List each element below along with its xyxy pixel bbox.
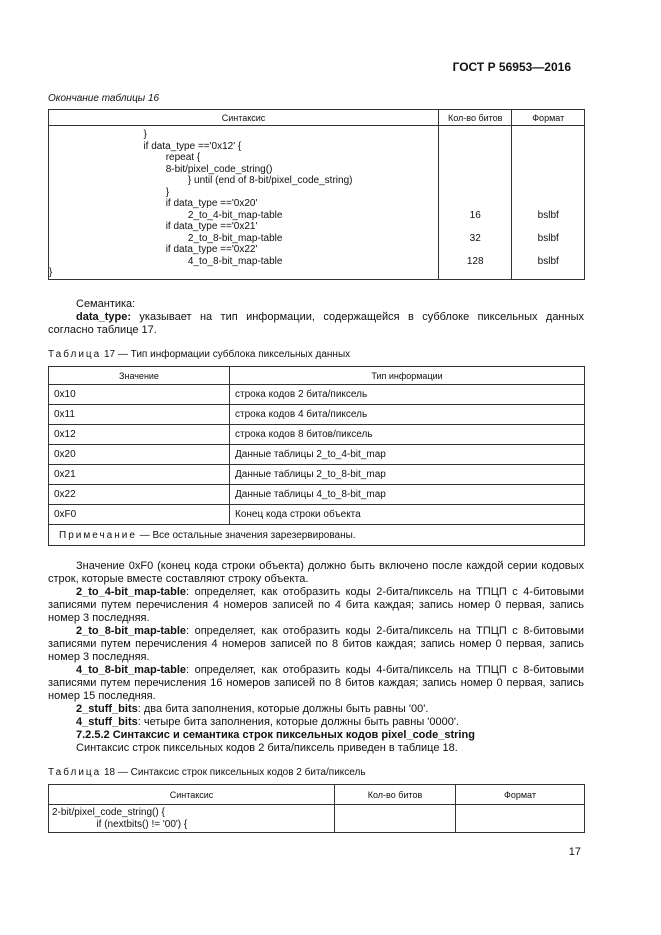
table16-syntax-line: 2_to_4-bit_map-table <box>49 209 283 221</box>
standard-number: ГОСТ Р 56953—2016 <box>452 60 571 74</box>
table17-type-cell: Конец кода строки объекта <box>230 505 585 525</box>
section-heading: 7.2.5.2 Синтаксис и семантика строк пиксельных кодов pixel_code_string <box>76 729 475 741</box>
table16-bits-value <box>439 267 511 279</box>
table16-format-value <box>512 221 584 233</box>
table17-type-cell: строка кодов 8 битов/пиксель <box>230 425 585 445</box>
table17-value-cell: 0xF0 <box>49 505 230 525</box>
term-2stuff: 2_stuff_bits <box>76 703 138 715</box>
table17-header-type: Тип информации <box>230 367 585 385</box>
table16-header-format: Формат <box>512 110 585 126</box>
table17-value-cell: 0x21 <box>49 465 230 485</box>
table17-value-cell: 0x12 <box>49 425 230 445</box>
table16-format-value: bslbf <box>537 232 559 244</box>
table16 <box>48 109 585 280</box>
text-2to8: : определяет, как отобразить коды 2-бита/пиксель на ТПЦП с 8-битовыми записями путем перечисления 4 номеров записей по 8 битов каждая; запись номер 0 первая, запись номер 3 последняя. <box>48 625 584 663</box>
term-4to8: 4_to_8-bit_map-table <box>76 664 187 676</box>
table17-row <box>49 405 585 425</box>
paragraph-4to8 <box>48 664 584 703</box>
table17-row <box>49 505 585 525</box>
table18-caption-label: Таблица <box>48 767 102 778</box>
semantics-data-type <box>48 311 584 337</box>
table17-type-cell: строка кодов 4 бита/пиксель <box>230 405 585 425</box>
text-4stuff: : четыре бита заполнения, которые должны быть равны '0000'. <box>137 716 460 728</box>
paragraph-f0: Значение 0xF0 (конец кода строки объекта) должно быть включено после каждой серии кодовых строк, которые вместе составляют строку объекта. <box>48 560 584 585</box>
table16-syntax-line: if data_type =='0x22' <box>49 244 258 255</box>
table16-format-value <box>512 152 584 164</box>
table17-value-cell: 0x11 <box>49 405 230 425</box>
table16-format-cell <box>512 126 585 280</box>
table16-syntax-line: 2_to_8-bit_map-table <box>49 232 283 244</box>
table16-bits-value <box>439 244 511 256</box>
term-4stuff: 4_stuff_bits <box>76 716 138 728</box>
table17-row <box>49 485 585 505</box>
table17 <box>48 366 585 546</box>
table17-row <box>49 425 585 445</box>
table18-header-syntax: Синтаксис <box>49 785 335 805</box>
table16-syntax-cell <box>49 126 439 280</box>
table17-caption-text: 17 — Тип информации субблока пиксельных данных <box>101 349 351 360</box>
data-type-text: указывает на тип информации, содержащейся в субблоке пиксельных данных согласно таблице 17. <box>48 311 584 336</box>
table18-line-1: 2-bit/pixel_code_string() { <box>52 807 165 818</box>
table17-value-cell: 0x22 <box>49 485 230 505</box>
table16-bits-value <box>439 164 511 176</box>
text-2stuff: : два бита заполнения, которые должны быть равны '00'. <box>137 703 429 715</box>
table18-caption <box>48 767 366 778</box>
table17-value-cell: 0x10 <box>49 385 230 405</box>
table16-format-value <box>512 175 584 187</box>
table17-caption <box>48 349 350 360</box>
table16-bits-value: 32 <box>469 232 481 244</box>
table17-note-text: — Все остальные значения зарезервированы. <box>136 529 356 541</box>
data-type-term: data_type: <box>76 311 132 323</box>
table16-bits-value <box>439 187 511 199</box>
table16-syntax-line: if data_type =='0x12' { <box>49 140 242 152</box>
table18-bits-cell <box>335 805 456 833</box>
table18-caption-text: 18 — Синтаксис строк пиксельных кодов 2 бита/пиксель <box>101 767 366 778</box>
table17-row <box>49 445 585 465</box>
paragraph-4stuff <box>48 716 584 729</box>
table17-type-cell: строка кодов 2 бита/пиксель <box>230 385 585 405</box>
term-2to4: 2_to_4-bit_map-table <box>76 586 187 598</box>
table16-caption: Окончание таблицы 16 <box>48 93 160 104</box>
table16-syntax-line: } until (end of 8-bit/pixel_code_string) <box>49 175 353 186</box>
table16-format-value <box>512 129 584 141</box>
table16-format-value <box>512 267 584 279</box>
table18-line-2: if (nextbits() != '00') { <box>52 818 188 830</box>
paragraph-table18-intro: Синтаксис строк пиксельных кодов 2 бита/пиксель приведен в таблице 18. <box>76 742 458 754</box>
table16-syntax-line: } <box>49 129 147 140</box>
table16-syntax-line: } <box>49 186 170 198</box>
table16-syntax-line: if data_type =='0x20' <box>49 198 258 209</box>
text-4to8: : определяет, как отобразить коды 4-бита/пиксель на ТПЦП с 8-битовыми записями путем перечисления 16 номеров записей по 8 битов каждая; запись номер 0 первая, запись номер 15 последняя. <box>48 664 584 702</box>
table16-bits-value <box>439 175 511 187</box>
table16-bits-value: 16 <box>469 209 481 221</box>
table18 <box>48 784 585 833</box>
table17-caption-label: Таблица <box>48 349 102 360</box>
table16-format-value <box>512 198 584 210</box>
paragraph-2to4 <box>48 586 584 625</box>
table18-format-cell <box>456 805 585 833</box>
table17-type-cell: Данные таблицы 4_to_8-bit_map <box>230 485 585 505</box>
table18-syntax-cell <box>49 805 335 833</box>
text-2to4: : определяет, как отобразить коды 2-бита/пиксель на ТПЦП с 4-битовыми записями путем перечисления 4 номеров записей по 4 бита каждая; запись номер 0 первая, запись номер 3 последняя. <box>48 586 584 624</box>
table17-type-cell: Данные таблицы 2_to_4-bit_map <box>230 445 585 465</box>
table16-format-value: bslbf <box>537 209 559 221</box>
table17-note <box>49 525 585 546</box>
table16-bits-value <box>439 198 511 210</box>
table16-bits-cell <box>439 126 512 280</box>
table16-header-bits: Кол-во битов <box>439 110 512 126</box>
table16-bits-value <box>439 152 511 164</box>
table16-bits-value <box>439 141 511 153</box>
semantics-title: Семантика: <box>76 298 136 310</box>
table17-value-cell: 0x20 <box>49 445 230 465</box>
table18-header-bits: Кол-во битов <box>335 785 456 805</box>
table16-bits-value <box>439 221 511 233</box>
table16-format-value <box>512 244 584 256</box>
table16-syntax-line: 8-bit/pixel_code_string() <box>49 163 273 175</box>
table16-bits-value: 128 <box>466 255 484 267</box>
table16-format-value <box>512 164 584 176</box>
table16-format-value <box>512 141 584 153</box>
table17-header-value: Значение <box>49 367 230 385</box>
table17-type-cell: Данные таблицы 2_to_8-bit_map <box>230 465 585 485</box>
table16-bits-value <box>439 129 511 141</box>
table16-syntax-line: 4_to_8-bit_map-table <box>49 255 283 267</box>
table18-header-format: Формат <box>456 785 585 805</box>
paragraph-2to8 <box>48 625 584 664</box>
table16-format-value <box>512 187 584 199</box>
table16-header-syntax: Синтаксис <box>49 110 439 126</box>
table17-row <box>49 465 585 485</box>
page-number: 17 <box>568 846 581 858</box>
term-2to8: 2_to_8-bit_map-table <box>76 625 187 637</box>
table16-syntax-line: } <box>49 267 53 278</box>
table16-format-value: bslbf <box>537 255 559 267</box>
table17-note-label: Примечание <box>59 529 137 541</box>
paragraph-2stuff <box>48 703 584 716</box>
table16-syntax-line: repeat { <box>49 152 201 163</box>
table17-row <box>49 385 585 405</box>
table16-syntax-line: if data_type =='0x21' <box>49 221 258 232</box>
